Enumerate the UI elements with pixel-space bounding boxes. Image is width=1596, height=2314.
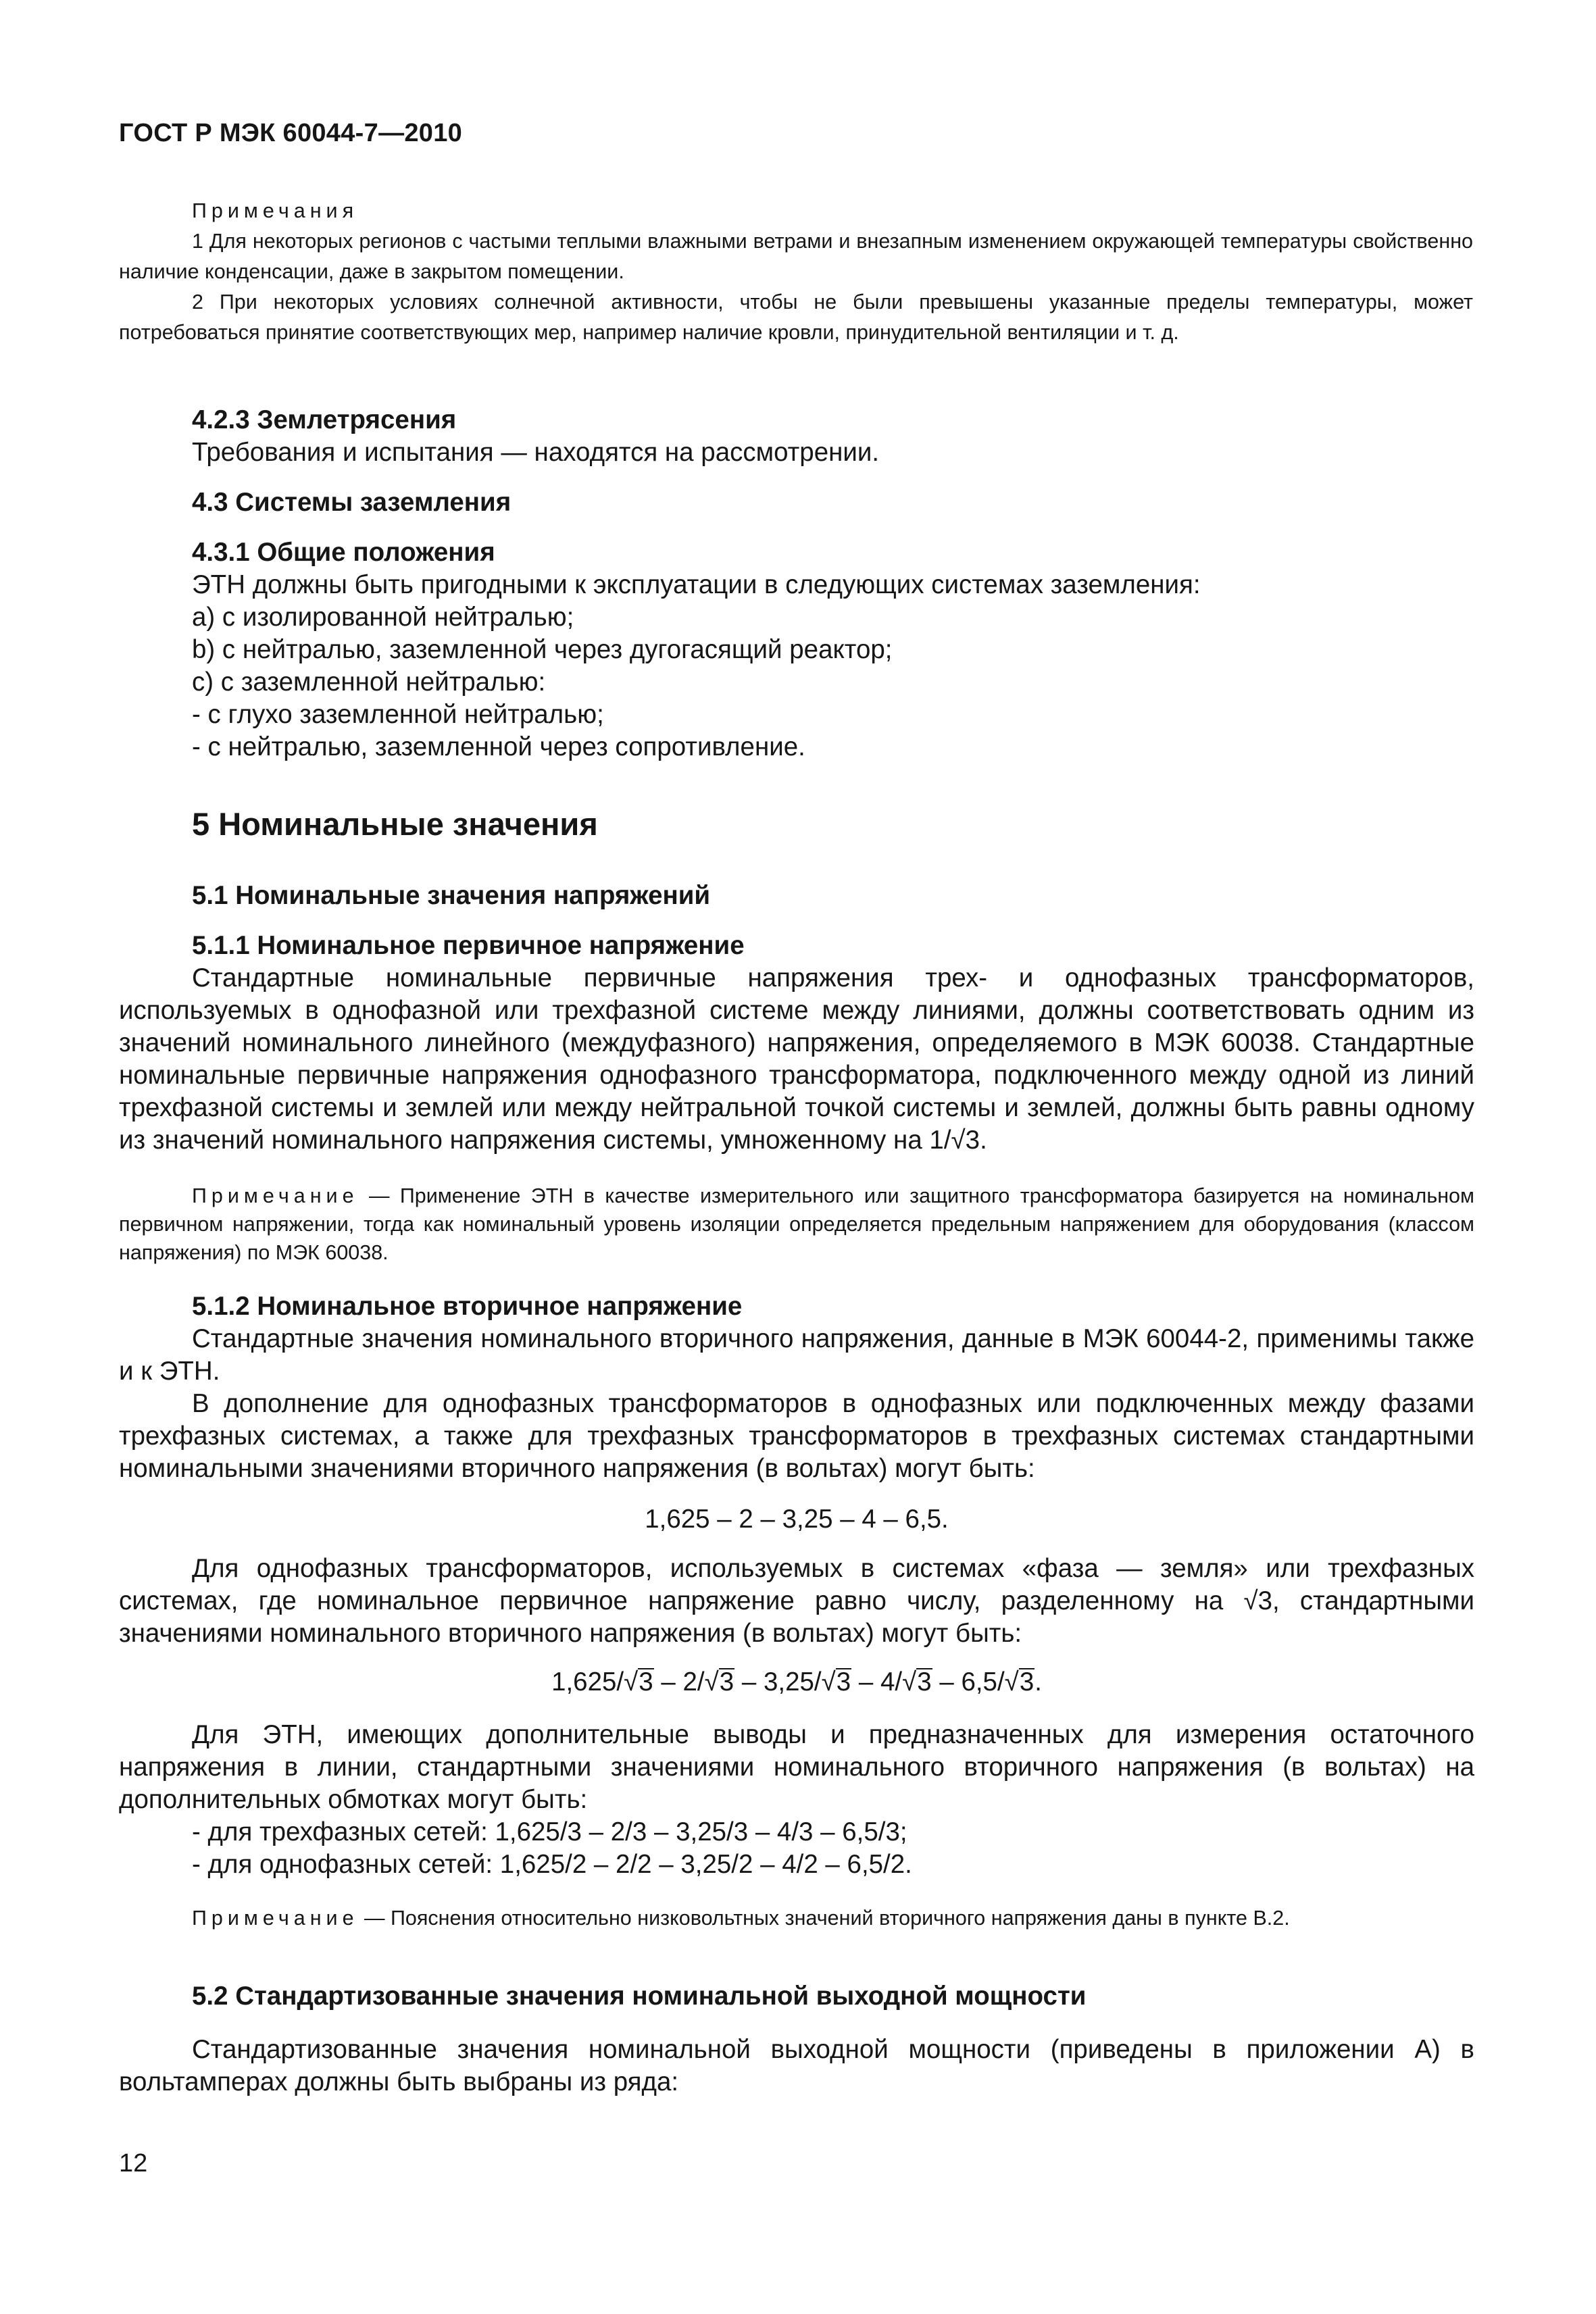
sqrt-sign-3: √3: [821, 1667, 851, 1696]
note-5-1-1-text: — Применение ЭТН в качестве измерительного или защитного трансформатора базируется на номинальном первичном напряжении, тогда как номинальный уровень изоляции определяется предельным напряжением для оборудования (классом напряжения) по МЭК 60038.: [119, 1184, 1474, 1264]
text-5-1-2-p3: Для однофазных трансформаторов, используемых в системах «фаза — земля» или трехфазных системах, где номинальное первичное напряжение равно числу, разделенному на √3, стандартными значениями номинального вторичного напряжения (в вольтах) могут быть:: [119, 1554, 1474, 1648]
heading-5-2: 5.2 Стандартизованные значения номинальной выходной мощности: [192, 1982, 1087, 2011]
heading-4-3: 4.3 Системы заземления: [192, 488, 512, 517]
list-item-a: a) с изолированной нейтралью;: [192, 603, 574, 632]
notes-block: [119, 196, 1473, 348]
note-item-1: 1 Для некоторых регионов с частыми теплыми влажными ветрами и внезапным изменением окружающей температуры свойственно наличие конденсации, даже в закрытом помещении.: [119, 230, 1473, 283]
sqrt-sign-1: √3: [624, 1667, 653, 1696]
document-header: ГОСТ Р МЭК 60044-7—2010: [119, 119, 463, 147]
list-item-c: c) с заземленной нейтралью:: [192, 668, 546, 697]
text-5-1-2-p1: Стандартные значения номинального вторичного напряжения, данные в МЭК 60044-2, применимы также и к ЭТН.: [119, 1324, 1474, 1386]
formula-2-end: .: [1034, 1667, 1042, 1696]
formula-2-term-2: – 2/: [653, 1667, 705, 1696]
formula-2-term-3: – 3,25/: [734, 1667, 822, 1696]
heading-5-1-1: 5.1.1 Номинальное первичное напряжение: [192, 931, 745, 960]
note-5-1-1-label: Примечание: [192, 1184, 359, 1207]
note-item-2: 2 При некоторых условиях солнечной активности, чтобы не были превышены указанные пределы температуры, может потребоваться принятие соответствующих мер, например наличие кровли, принудительной вентиляции и т. д.: [119, 291, 1473, 344]
note-5-1-2: [119, 1904, 1474, 1932]
formula-2-term-5: – 6,5/: [932, 1667, 1005, 1696]
formula-2-term-1: 1,625/: [551, 1667, 624, 1696]
page-number: 12: [119, 2149, 148, 2178]
note-5-1-1: [119, 1182, 1474, 1267]
text-4-3-1-intro: ЭТН должны быть пригодными к эксплуатации в следующих системах заземления:: [192, 570, 1201, 599]
note-5-1-2-label: Примечание: [192, 1907, 359, 1930]
formula-1: 1,625 – 2 – 3,25 – 4 – 6,5.: [645, 1505, 949, 1534]
text-4-2-3: Требования и испытания — находятся на рассмотрении.: [192, 438, 880, 467]
sqrt-radicand-5: 3: [1019, 1667, 1034, 1696]
sqrt-radicand-4: 3: [917, 1667, 932, 1696]
text-5-2: Стандартизованные значения номинальной выходной мощности (приведены в приложении А) в вольтамперах должны быть выбраны из ряда:: [119, 2035, 1474, 2096]
sqrt-radicand-3: 3: [836, 1667, 851, 1696]
list-three-phase: - для трехфазных сетей: 1,625/3 – 2/3 – 3,25/3 – 4/3 – 6,5/3;: [192, 1817, 907, 1846]
list-item-c-1: - с глухо заземленной нейтралью;: [192, 700, 604, 729]
heading-5-1-2: 5.1.2 Номинальное вторичное напряжение: [192, 1292, 743, 1321]
text-5-1-2-p2: В дополнение для однофазных трансформаторов в однофазных или подключенных между фазами трехфазных системах, а также для трехфазных трансформаторов в трехфазных системах стандартными номинальными значениями вторичного напряжения (в вольтах) могут быть:: [119, 1389, 1474, 1483]
list-single-phase: - для однофазных сетей: 1,625/2 – 2/2 – 3,25/2 – 4/2 – 6,5/2.: [192, 1850, 912, 1879]
sqrt-sign-4: √3: [902, 1667, 932, 1696]
heading-5-1: 5.1 Номинальные значения напряжений: [192, 881, 711, 910]
heading-4-2-3: 4.2.3 Землетрясения: [192, 405, 457, 434]
notes-title: Примечания: [192, 199, 359, 222]
list-item-c-2: - с нейтралью, заземленной через сопротивление.: [192, 732, 805, 761]
note-5-1-2-text: — Пояснения относительно низковольтных значений вторичного напряжения даны в пункте В.2.: [358, 1907, 1290, 1930]
heading-5: 5 Номинальные значения: [192, 806, 598, 842]
heading-4-3-1: 4.3.1 Общие положения: [192, 538, 495, 567]
list-item-b: b) с нейтралью, заземленной через дугогасящий реактор;: [192, 635, 893, 664]
sqrt-sign-5: √3: [1004, 1667, 1034, 1696]
formula-2-term-4: – 4/: [851, 1667, 903, 1696]
sqrt-radicand-2: 3: [719, 1667, 734, 1696]
text-5-1-2-p4: Для ЭТН, имеющих дополнительные выводы и предназначенных для измерения остаточного напряжения в линии, стандартными значениями номинального вторичного напряжения (в вольтах) на дополнительных обмотках могут быть:: [119, 1720, 1474, 1814]
sqrt-sign-2: √3: [704, 1667, 734, 1696]
text-5-1-1: Стандартные номинальные первичные напряжения трех- и однофазных трансформаторов, используемых в однофазной или трехфазной системе между линиями, должны соответствовать одним из значений номинального линейного (междуфазного) напряжения, определяемого в МЭК 60038. Стандартные номинальные первичные напряжения однофазного трансформатора, подключенного между одной из линий трехфазной системы и землей или между нейтральной точкой системы и землей, должны быть равны одному из значений номинального напряжения системы, умноженному на 1/√3.: [119, 963, 1474, 1155]
formula-2: [119, 1666, 1474, 1699]
sqrt-radicand-1: 3: [639, 1667, 653, 1696]
